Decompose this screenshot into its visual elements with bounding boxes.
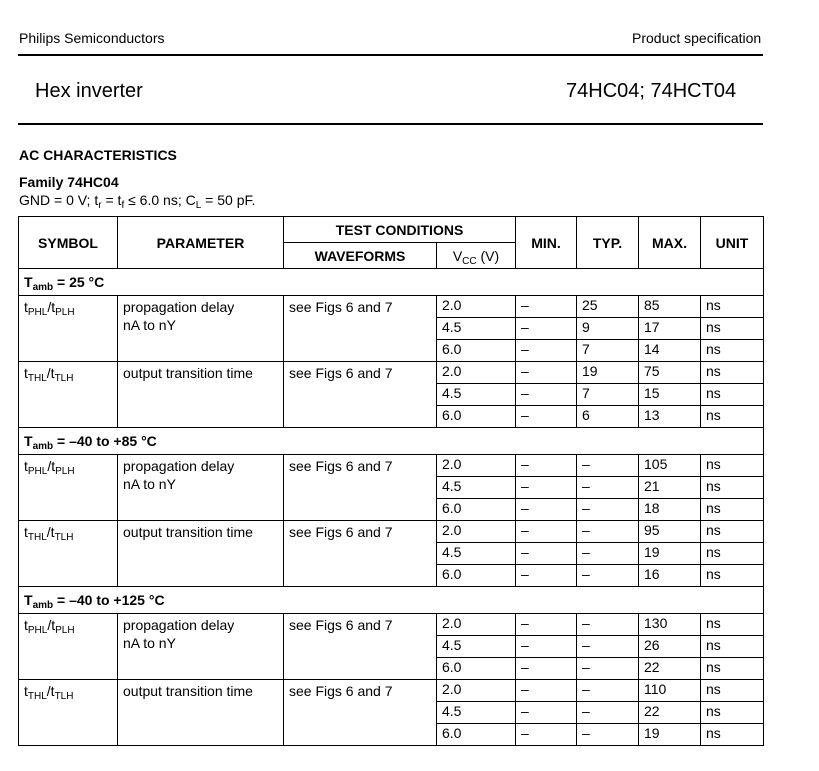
min-cell: – xyxy=(516,702,577,724)
symbol-cell: $t_{PHL}/t_{PLH}$ xyxy=(19,455,118,521)
min-cell: – xyxy=(516,499,577,521)
min-cell: – xyxy=(516,521,577,543)
min-cell: – xyxy=(516,406,577,428)
max-cell: 13 xyxy=(639,406,701,428)
temperature-label: $T_{amb} = -40$ to +125 °C xyxy=(19,587,764,614)
temperature-row xyxy=(19,587,764,614)
table-row xyxy=(19,680,764,702)
unit-cell: ns xyxy=(701,499,764,521)
temperature-row xyxy=(19,428,764,455)
max-cell: 16 xyxy=(639,565,701,587)
unit-cell: ns xyxy=(701,658,764,680)
max-cell: 105 xyxy=(639,455,701,477)
typ-cell: – xyxy=(577,636,639,658)
temperature-label: $T_{amb} = 25$ °C xyxy=(19,269,764,296)
unit-cell: ns xyxy=(701,724,764,746)
temperature-row xyxy=(19,269,764,296)
family-heading: Family 74HC04 xyxy=(19,174,119,190)
vcc-cell: 2.0 xyxy=(437,296,516,318)
waveform-cell: see Figs 6 and 7 xyxy=(284,362,437,428)
unit-cell: ns xyxy=(701,406,764,428)
header-unit: UNIT xyxy=(701,217,764,269)
symbol-cell: $t_{THL}/t_{TLH}$ xyxy=(19,521,118,587)
typ-cell: – xyxy=(577,614,639,636)
min-cell: – xyxy=(516,362,577,384)
unit-cell: ns xyxy=(701,455,764,477)
vcc-cell: 6.0 xyxy=(437,406,516,428)
max-cell: 22 xyxy=(639,702,701,724)
table-row xyxy=(19,296,764,318)
typ-cell: – xyxy=(577,680,639,702)
max-cell: 15 xyxy=(639,384,701,406)
typ-cell: 6 xyxy=(577,406,639,428)
typ-cell: 9 xyxy=(577,318,639,340)
waveform-cell: see Figs 6 and 7 xyxy=(284,521,437,587)
unit-cell: ns xyxy=(701,702,764,724)
max-cell: 95 xyxy=(639,521,701,543)
typ-cell: 25 xyxy=(577,296,639,318)
vcc-cell: 2.0 xyxy=(437,521,516,543)
typ-cell: – xyxy=(577,702,639,724)
test-conditions-line: GND = 0 V; $t_r = t_f \le 6.0$ ns; $C_L = 50$ pF. xyxy=(19,192,256,211)
min-cell: – xyxy=(516,614,577,636)
parameter-cell: propagation delay nA to nY xyxy=(118,455,284,521)
header-typ: TYP. xyxy=(577,217,639,269)
waveform-cell: see Figs 6 and 7 xyxy=(284,680,437,746)
typ-cell: 7 xyxy=(577,340,639,362)
typ-cell: – xyxy=(577,543,639,565)
typ-cell: – xyxy=(577,477,639,499)
header-test-conditions: TEST CONDITIONS xyxy=(284,217,516,243)
vcc-cell: 4.5 xyxy=(437,477,516,499)
max-cell: 21 xyxy=(639,477,701,499)
max-cell: 14 xyxy=(639,340,701,362)
max-cell: 110 xyxy=(639,680,701,702)
symbol-cell: $t_{PHL}/t_{PLH}$ xyxy=(19,614,118,680)
unit-cell: ns xyxy=(701,680,764,702)
unit-cell: ns xyxy=(701,362,764,384)
min-cell: – xyxy=(516,318,577,340)
typ-cell: 7 xyxy=(577,384,639,406)
unit-cell: ns xyxy=(701,296,764,318)
parameter-cell: output transition time xyxy=(118,521,284,587)
symbol-cell: $t_{THL}/t_{TLH}$ xyxy=(19,362,118,428)
min-cell: – xyxy=(516,340,577,362)
temperature-label: $T_{amb} = -40$ to +85 °C xyxy=(19,428,764,455)
typ-cell: – xyxy=(577,565,639,587)
unit-cell: ns xyxy=(701,318,764,340)
parameter-cell: output transition time xyxy=(118,362,284,428)
table-row xyxy=(19,614,764,636)
vcc-cell: 4.5 xyxy=(437,702,516,724)
header-vcc: $V_{CC}$ (V) xyxy=(437,243,516,269)
unit-cell: ns xyxy=(701,521,764,543)
typ-cell: – xyxy=(577,658,639,680)
symbol-cell: $t_{THL}/t_{TLH}$ xyxy=(19,680,118,746)
vcc-cell: 6.0 xyxy=(437,340,516,362)
typ-cell: – xyxy=(577,455,639,477)
min-cell: – xyxy=(516,565,577,587)
vcc-cell: 4.5 xyxy=(437,636,516,658)
min-cell: – xyxy=(516,384,577,406)
unit-cell: ns xyxy=(701,543,764,565)
company-name: Philips Semiconductors xyxy=(19,30,165,46)
waveform-cell: see Figs 6 and 7 xyxy=(284,455,437,521)
header-max: MAX. xyxy=(639,217,701,269)
min-cell: – xyxy=(516,477,577,499)
symbol-cell: $t_{PHL}/t_{PLH}$ xyxy=(19,296,118,362)
waveform-cell: see Figs 6 and 7 xyxy=(284,614,437,680)
title-rule xyxy=(18,123,763,125)
document-type: Product specification xyxy=(632,30,762,46)
vcc-cell: 6.0 xyxy=(437,565,516,587)
max-cell: 75 xyxy=(639,362,701,384)
vcc-cell: 2.0 xyxy=(437,455,516,477)
parameter-cell: output transition time xyxy=(118,680,284,746)
typ-cell: – xyxy=(577,521,639,543)
typ-cell: – xyxy=(577,499,639,521)
unit-cell: ns xyxy=(701,477,764,499)
unit-cell: ns xyxy=(701,636,764,658)
unit-cell: ns xyxy=(701,340,764,362)
typ-cell: 19 xyxy=(577,362,639,384)
header-symbol: SYMBOL xyxy=(19,217,118,269)
header-min: MIN. xyxy=(516,217,577,269)
part-number: 74HC04; 74HCT04 xyxy=(566,80,737,102)
max-cell: 17 xyxy=(639,318,701,340)
min-cell: – xyxy=(516,636,577,658)
header-waveforms: WAVEFORMS xyxy=(284,243,437,269)
device-title: Hex inverter xyxy=(35,80,143,102)
min-cell: – xyxy=(516,724,577,746)
max-cell: 19 xyxy=(639,724,701,746)
min-cell: – xyxy=(516,658,577,680)
max-cell: 85 xyxy=(639,296,701,318)
vcc-cell: 4.5 xyxy=(437,318,516,340)
table-row xyxy=(19,362,764,384)
max-cell: 22 xyxy=(639,658,701,680)
vcc-cell: 2.0 xyxy=(437,614,516,636)
waveform-cell: see Figs 6 and 7 xyxy=(284,296,437,362)
max-cell: 19 xyxy=(639,543,701,565)
vcc-cell: 6.0 xyxy=(437,724,516,746)
header-parameter: PARAMETER xyxy=(118,217,284,269)
vcc-cell: 2.0 xyxy=(437,362,516,384)
section-heading: AC CHARACTERISTICS xyxy=(19,147,177,163)
vcc-cell: 4.5 xyxy=(437,543,516,565)
min-cell: – xyxy=(516,680,577,702)
min-cell: – xyxy=(516,543,577,565)
vcc-cell: 4.5 xyxy=(437,384,516,406)
typ-cell: – xyxy=(577,724,639,746)
ac-characteristics-table xyxy=(18,216,764,746)
table-row xyxy=(19,455,764,477)
max-cell: 26 xyxy=(639,636,701,658)
max-cell: 18 xyxy=(639,499,701,521)
header-rule xyxy=(18,54,763,56)
parameter-cell: propagation delay nA to nY xyxy=(118,614,284,680)
max-cell: 130 xyxy=(639,614,701,636)
min-cell: – xyxy=(516,455,577,477)
unit-cell: ns xyxy=(701,384,764,406)
vcc-cell: 6.0 xyxy=(437,499,516,521)
min-cell: – xyxy=(516,296,577,318)
unit-cell: ns xyxy=(701,614,764,636)
parameter-cell: propagation delay nA to nY xyxy=(118,296,284,362)
table-row xyxy=(19,521,764,543)
unit-cell: ns xyxy=(701,565,764,587)
vcc-cell: 2.0 xyxy=(437,680,516,702)
vcc-cell: 6.0 xyxy=(437,658,516,680)
